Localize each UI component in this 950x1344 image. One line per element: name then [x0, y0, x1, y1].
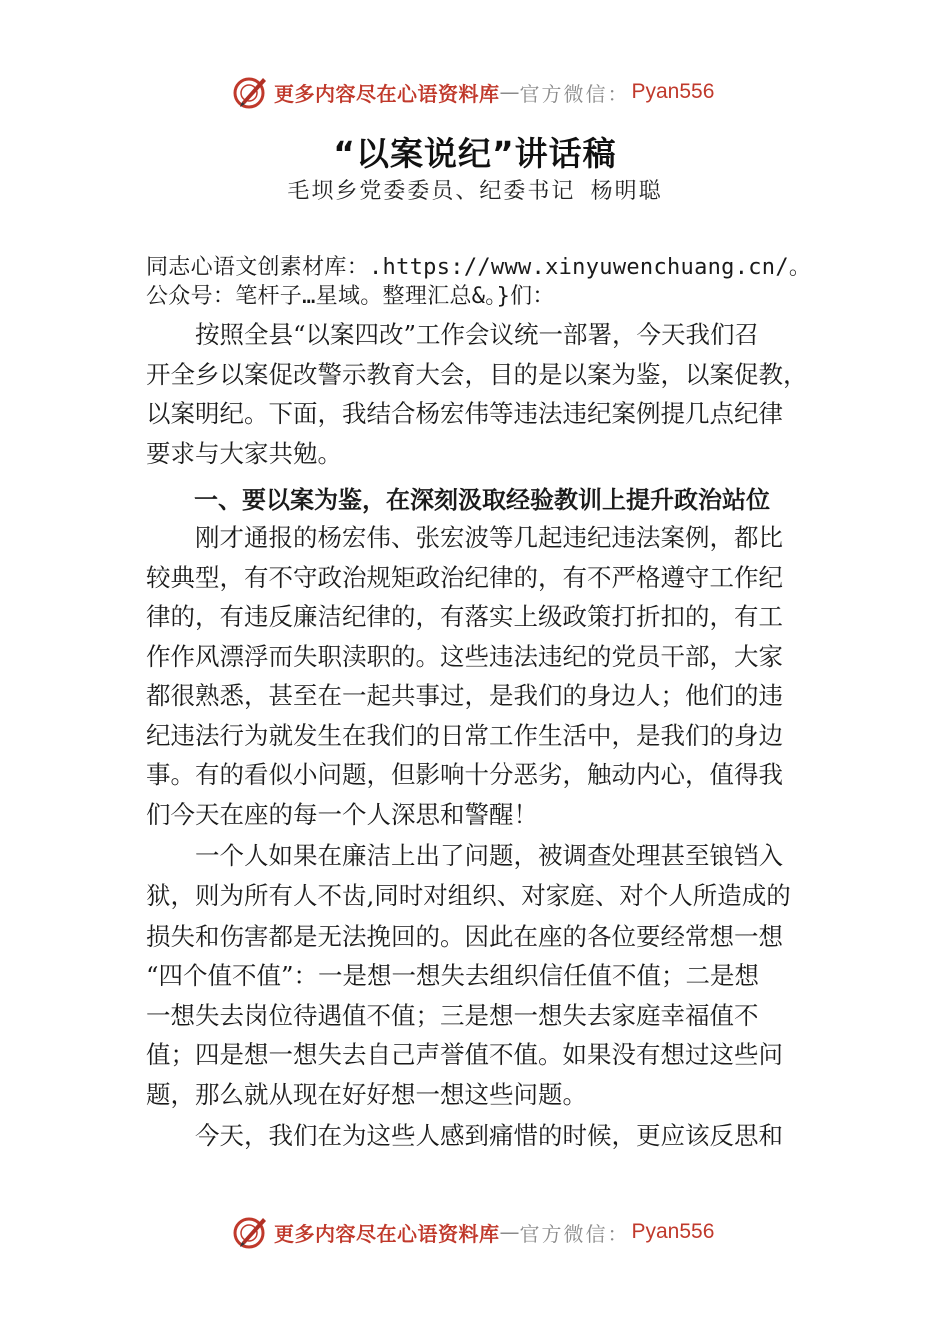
watermark-wechat-id: Pyan556 [631, 80, 715, 103]
body-line: 一个人如果在廉洁上出了问题，被调查处理甚至锒铛入 [146, 841, 783, 870]
watermark-main-text: 更多内容尽在心语资料库 [274, 81, 500, 106]
document-title: “以案说纪”讲话稿 [333, 134, 617, 173]
body-line: 公众号：笔杆子…星域。整理汇总&。}们： [146, 284, 555, 309]
body-line: 要求与大家共勉。 [146, 439, 342, 468]
watermark-wechat-id: Pyan556 [631, 1220, 715, 1243]
body-line: 狱，则为所有人不齿,同时对组织、对家庭、对个人所造成的 [146, 881, 791, 910]
watermark-separator: — [499, 1220, 520, 1244]
body-line: 事。有的看似小问题，但影响十分恶劣，触动内心，值得我 [146, 760, 783, 789]
body-line: 题，那么就从现在好好想一想这些问题。 [146, 1080, 587, 1109]
body-line: 按照全县“以案四改”工作会议统一部署，今天我们召 [146, 320, 760, 349]
watermark-footer [230, 1212, 714, 1252]
quill-pen-seal-icon [230, 72, 270, 112]
watermark-wechat-label: 官方微信： [519, 1221, 630, 1246]
body-line: 都很熟悉，甚至在一起共事过，是我们的身边人；他们的违 [146, 681, 783, 710]
body-line: 纪违法行为就发生在我们的日常工作生活中，是我们的身边 [146, 721, 783, 750]
body-line: 刚才通报的杨宏伟、张宏波等几起违纪违法案例，都比 [146, 523, 783, 552]
body-line: 以案明纪。下面，我结合杨宏伟等违法违纪案例提几点纪律 [146, 399, 783, 428]
watermark-header [230, 72, 714, 112]
body-line: 损失和伤害都是无法挽回的。因此在座的各位要经常想一想 [146, 922, 783, 951]
body-line: “四个值不值”：一是想一想失去组织信任值不值；二是想 [146, 961, 760, 990]
body-line: 今天，我们在为这些人感到痛惜的时候，更应该反思和 [146, 1121, 783, 1150]
body-line: 律的，有违反廉洁纪律的，有落实上级政策打折扣的，有工 [146, 602, 783, 631]
body-line: 开全乡以案促改警示教育大会，目的是以案为鉴，以案促教， [146, 360, 808, 389]
document-subtitle: 毛坝乡党委委员、纪委书记 杨明聪 [287, 179, 663, 204]
watermark-wechat-label: 官方微信： [519, 81, 630, 106]
watermark-separator: — [499, 80, 520, 104]
body-line: 同志心语文创素材库：.https://www.xinyuwenchuang.cn/。 [146, 255, 812, 280]
body-line: 值；四是想一想失去自己声誉值不值。如果没有想过这些问 [146, 1040, 783, 1069]
watermark-main-text: 更多内容尽在心语资料库 [274, 1221, 500, 1246]
body-line: 较典型，有不守政治规矩政治纪律的，有不严格遵守工作纪 [146, 563, 783, 592]
body-line: 一想失去岗位待遇值不值；三是想一想失去家庭幸福值不 [146, 1001, 759, 1030]
body-line: 作作风漂浮而失职渎职的。这些违法违纪的党员干部，大家 [146, 642, 783, 671]
section-heading: 一、要以案为鉴，在深刻汲取经验教训上提升政治站位 [146, 486, 770, 514]
body-line: 们今天在座的每一个人深思和警醒！ [146, 800, 538, 829]
quill-pen-seal-icon [230, 1212, 270, 1252]
